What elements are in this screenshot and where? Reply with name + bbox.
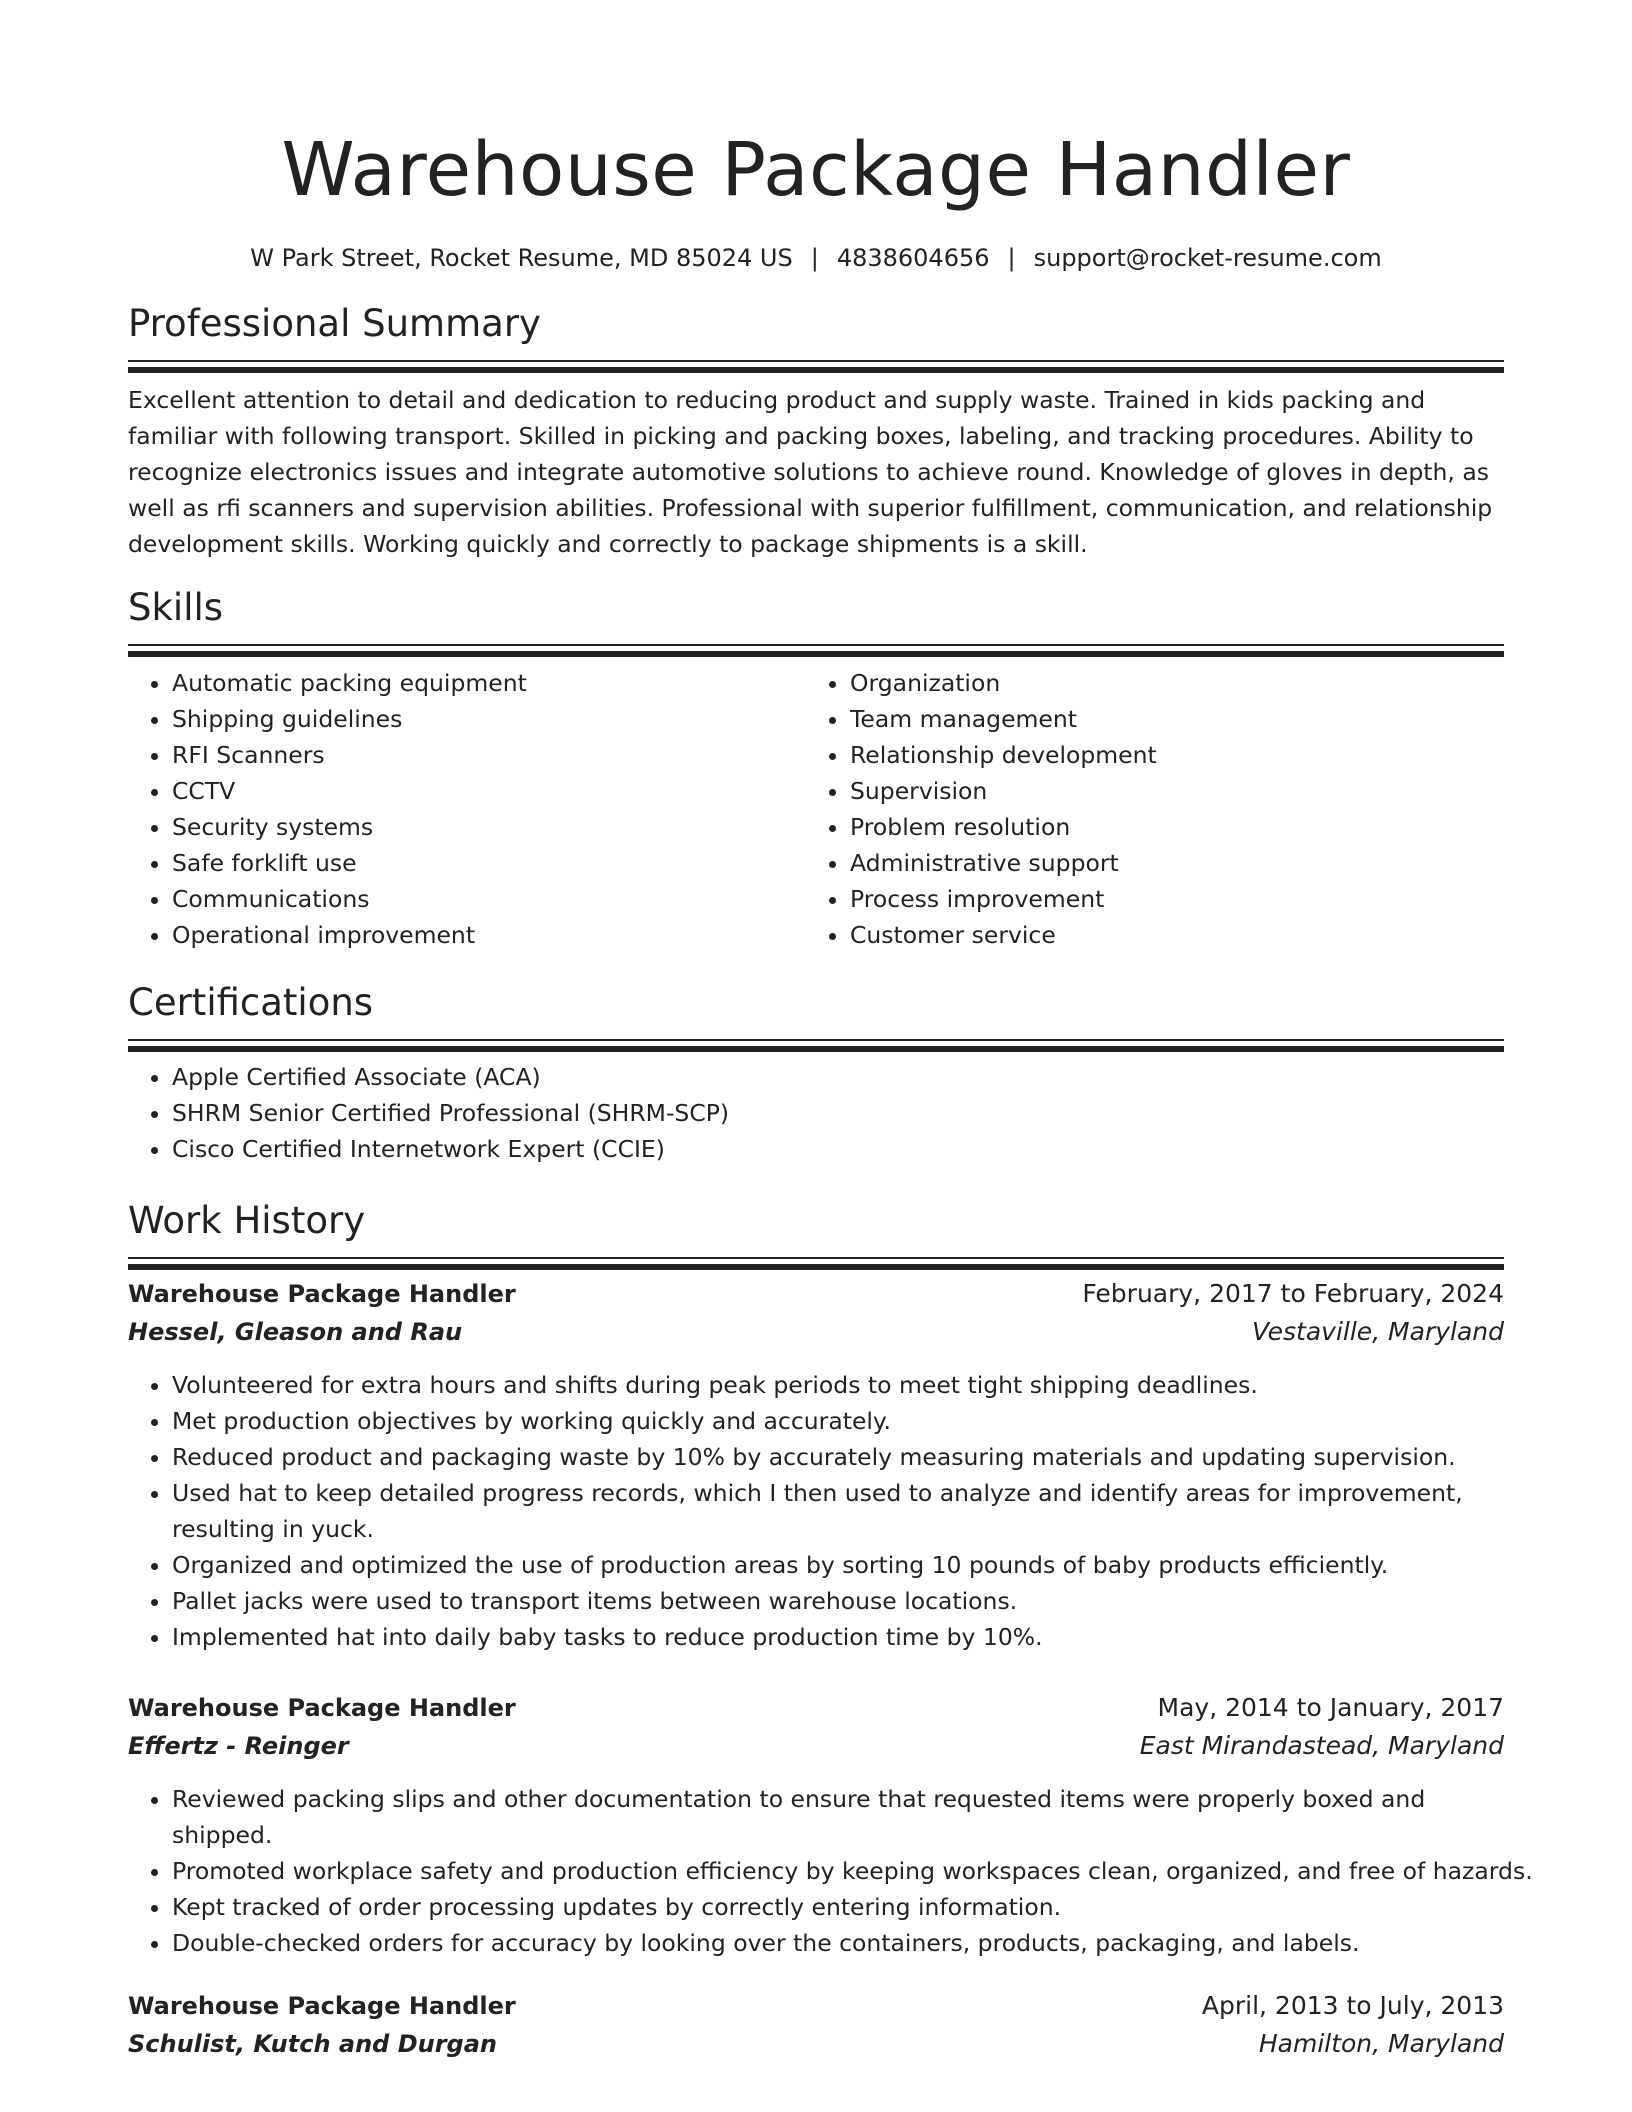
job-dates: May, 2014 to January, 2017: [1157, 1693, 1504, 1722]
job-location: East Mirandastead, Maryland: [1139, 1731, 1504, 1760]
section-title-work-history: Work History: [128, 1199, 366, 1242]
section-title-skills: Skills: [128, 586, 224, 629]
job-title: Warehouse Package Handler: [128, 1280, 516, 1308]
job-company-row: [128, 1727, 1504, 1765]
contact-address: W Park Street, Rocket Resume, MD 85024 US: [250, 244, 793, 272]
list-item: • Organization: [850, 665, 1484, 701]
job-company-row: [128, 2025, 1504, 2063]
section-divider: [128, 360, 1504, 362]
list-item: • SHRM Senior Certified Professional (SHRM-SCP): [172, 1095, 1504, 1131]
list-item: • Double-checked orders for accuracy by looking over the containers, products, packaging, and labels.: [172, 1925, 1504, 1961]
list-item: • Administrative support: [850, 845, 1484, 881]
section-divider: [128, 644, 1504, 646]
job-entry: [128, 1689, 1533, 1961]
summary-section: [128, 300, 1504, 562]
list-item: • Security systems: [172, 809, 806, 845]
list-item: • Process improvement: [850, 881, 1484, 917]
contact-line: [128, 242, 1504, 274]
list-item: • Shipping guidelines: [172, 701, 806, 737]
skills-columns: [128, 665, 1504, 953]
certifications-list: [128, 1059, 1504, 1167]
job-title: Warehouse Package Handler: [128, 1992, 516, 2020]
skills-list-left: [128, 665, 806, 953]
list-item: • Promoted workplace safety and production efficiency by keeping workspaces clean, organized, and free of hazards.: [172, 1853, 1504, 1889]
list-item: • Communications: [172, 881, 806, 917]
section-divider: [128, 1039, 1504, 1041]
job-bullets: [128, 1781, 1533, 1961]
list-item: • Kept tracked of order processing updates by correctly entering information.: [172, 1889, 1504, 1925]
list-item: • Organized and optimized the use of production areas by sorting 10 pounds of baby products efficiently.: [172, 1547, 1504, 1583]
job-company: Schulist, Kutch and Durgan: [128, 2030, 497, 2058]
list-item: • Pallet jacks were used to transport items between warehouse locations.: [172, 1583, 1504, 1619]
section-title-certifications: Certifications: [128, 981, 374, 1024]
skills-list-right: [806, 665, 1484, 953]
job-location: Hamilton, Maryland: [1258, 2029, 1504, 2058]
list-item: • Cisco Certified Internetwork Expert (CCIE): [172, 1131, 1504, 1167]
list-item: • Team management: [850, 701, 1484, 737]
list-item: • Used hat to keep detailed progress records, which I then used to analyze and identify areas for improvement, resulting in yuck.: [172, 1475, 1504, 1547]
resume-page: [128, 0, 1533, 2063]
list-item: • Supervision: [850, 773, 1484, 809]
list-item: • Met production objectives by working quickly and accurately.: [172, 1403, 1504, 1439]
job-company: Effertz - Reinger: [128, 1732, 349, 1760]
job-dates: April, 2013 to July, 2013: [1201, 1991, 1504, 2020]
certifications-section: [128, 979, 1504, 1167]
job-entry: [128, 1987, 1504, 2063]
candidate-name: Warehouse Package Handler: [281, 127, 1351, 213]
work-history-section: [128, 1197, 1533, 2063]
job-header-row: [128, 1275, 1504, 1313]
job-bullets: [128, 1367, 1504, 1655]
list-item: • Operational improvement: [172, 917, 806, 953]
contact-separator: |: [810, 244, 819, 272]
job-company: Hessel, Gleason and Rau: [128, 1318, 463, 1346]
list-item: • CCTV: [172, 773, 806, 809]
list-item: • Volunteered for extra hours and shifts during peak periods to meet tight shipping deadlines.: [172, 1367, 1504, 1403]
summary-text: Excellent attention to detail and dedication to reducing product and supply waste. Trained in kids packing and familiar with following transport. Skilled in picking and packing boxes, labeling, and tracking procedures. Ability to recognize electronics issues and integrate automotive solutions to achieve round. Knowledge of gloves in depth, as well as rfi scanners and supervision abilities. Professional with superior fulfillment, communication, and relationship development skills. Working quickly and correctly to package shipments is a skill.: [128, 386, 1493, 558]
list-item: • Apple Certified Associate (ACA): [172, 1059, 1504, 1095]
list-item: • Relationship development: [850, 737, 1484, 773]
section-title-summary: Professional Summary: [128, 302, 541, 345]
job-dates: February, 2017 to February, 2024: [1082, 1279, 1504, 1308]
list-item: • Automatic packing equipment: [172, 665, 806, 701]
job-header-row: [128, 1689, 1504, 1727]
section-divider: [128, 1257, 1504, 1259]
list-item: • Implemented hat into daily baby tasks to reduce production time by 10%.: [172, 1619, 1504, 1655]
list-item: • Reviewed packing slips and other documentation to ensure that requested items were properly boxed and shipped.: [172, 1781, 1504, 1853]
contact-phone: 4838604656: [836, 244, 990, 272]
contact-separator: |: [1007, 244, 1016, 272]
contact-email[interactable]: support@rocket-resume.com: [1033, 244, 1382, 272]
job-location: Vestaville, Maryland: [1251, 1317, 1504, 1346]
skills-section: [128, 584, 1504, 953]
job-entry: [128, 1275, 1504, 1655]
list-item: • Safe forklift use: [172, 845, 806, 881]
list-item: • Customer service: [850, 917, 1484, 953]
list-item: • Problem resolution: [850, 809, 1484, 845]
job-company-row: [128, 1313, 1504, 1351]
list-item: • RFI Scanners: [172, 737, 806, 773]
job-header-row: [128, 1987, 1504, 2025]
list-item: • Reduced product and packaging waste by 10% by accurately measuring materials and updating supervision.: [172, 1439, 1504, 1475]
job-title: Warehouse Package Handler: [128, 1694, 516, 1722]
